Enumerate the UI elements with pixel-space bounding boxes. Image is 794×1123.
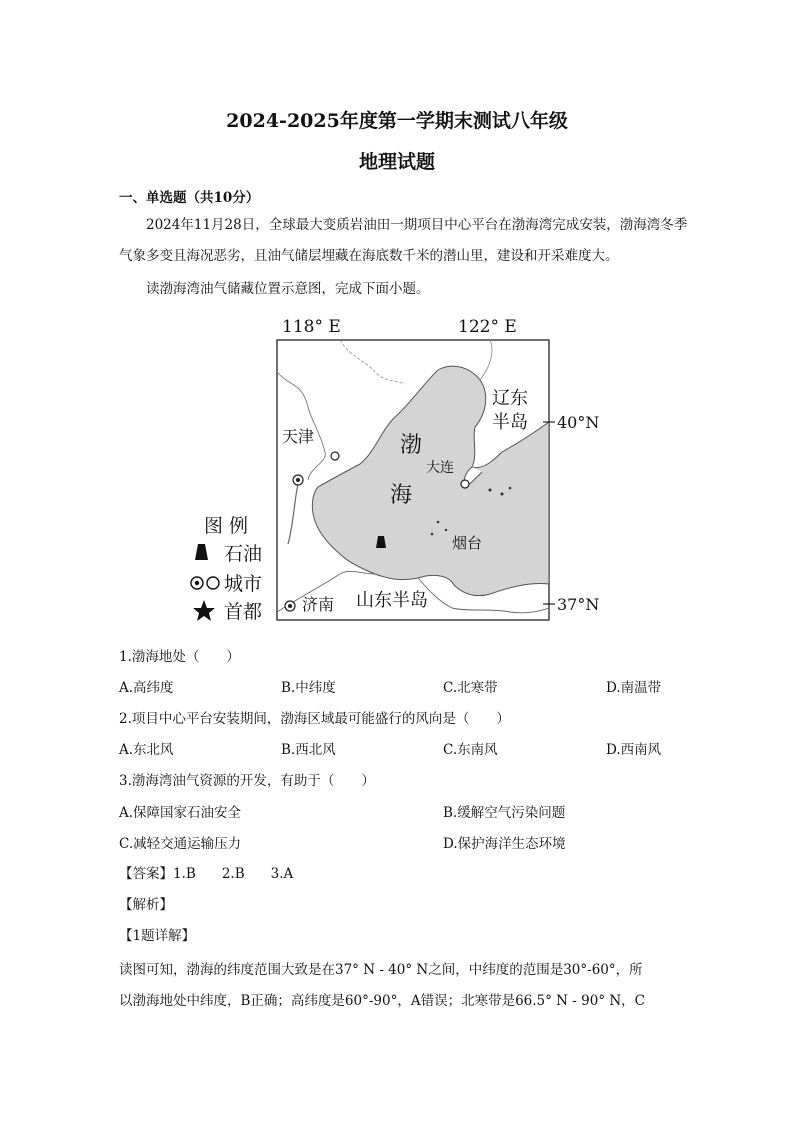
question-3-option-d[interactable]: D.保护海洋生态环境 bbox=[443, 836, 566, 852]
answer-item-3: 3.A bbox=[270, 866, 294, 882]
city-marker-dalian bbox=[461, 480, 469, 488]
question-3-stem: 3.渤海湾油气资源的开发，有助于（ ） bbox=[119, 773, 375, 789]
liaodong-label-2: 半岛 bbox=[492, 412, 528, 433]
question-2-stem: 2.项目中心平台安装期间，渤海区域最可能盛行的风向是（ ） bbox=[119, 711, 510, 727]
question-2-option-b[interactable]: B.西北风 bbox=[281, 742, 336, 758]
page-subtitle: 地理试题 bbox=[358, 151, 435, 173]
island bbox=[431, 533, 434, 536]
analysis-line-2: 以渤海地处中纬度，B正确；高纬度是60°-90°，A错误；北寒带是66.5° N - 90° N，C bbox=[119, 993, 646, 1009]
liaodong-label-1: 辽东 bbox=[492, 388, 528, 409]
question-2-option-c[interactable]: C.东南风 bbox=[443, 742, 498, 758]
analysis-line-1: 读图可知，渤海的纬度范围大致是在37° N - 40° N之间，中纬度的范围是30°-60°，所 bbox=[119, 962, 643, 978]
question-1-option-c[interactable]: C.北寒带 bbox=[443, 680, 498, 696]
city-marker-jinan-dot bbox=[288, 604, 292, 608]
question-1-option-d[interactable]: D.南温带 bbox=[606, 680, 662, 696]
question-3-option-b[interactable]: B.缓解空气污染问题 bbox=[443, 805, 566, 821]
question-3-option-a[interactable]: A.保障国家石油安全 bbox=[119, 805, 242, 821]
sea-label-1: 渤 bbox=[400, 433, 423, 458]
city-marker-tianjin-dot bbox=[296, 478, 300, 482]
question-1-option-a[interactable]: A.高纬度 bbox=[119, 680, 174, 696]
lon-label-118: 118° E bbox=[282, 317, 341, 337]
city-label-yantai: 烟台 bbox=[452, 534, 483, 552]
legend-city-label: 城市 bbox=[224, 573, 263, 595]
island bbox=[489, 489, 492, 492]
answer-item-2: 2.B bbox=[221, 866, 245, 882]
island bbox=[509, 487, 512, 490]
intro-paragraph: 2024年11月28日，全球最大变质岩油田一期项目中心平台在渤海湾完成安装，渤海湾冬季气象多变且海况恶劣，且油气储层埋藏在海底数千米的潜山里，建设和开采难度大。 bbox=[119, 217, 688, 264]
legend-capital-icon bbox=[193, 600, 215, 621]
island bbox=[501, 493, 504, 496]
question-3-option-c[interactable]: C.减轻交通运输压力 bbox=[119, 836, 242, 852]
question-1-option-b[interactable]: B.中纬度 bbox=[281, 680, 336, 696]
city-label-dalian: 大连 bbox=[426, 460, 454, 476]
legend-capital-label: 首都 bbox=[224, 601, 263, 623]
question-2-option-d[interactable]: D.西南风 bbox=[606, 742, 662, 758]
legend-title: 图 例 bbox=[204, 515, 249, 537]
sea-label-2: 海 bbox=[390, 483, 413, 508]
analysis-label: 【解析】 bbox=[119, 897, 173, 913]
lon-label-122: 122° E bbox=[458, 317, 517, 337]
answer-item-1: 1.B bbox=[173, 866, 196, 882]
question-1-stem: 1.渤海地处（ ） bbox=[119, 649, 240, 665]
lat-label-37: 37°N bbox=[557, 595, 600, 614]
island bbox=[437, 521, 440, 524]
answer-label: 【答案】 bbox=[119, 866, 173, 882]
intro-instruction: 读渤海湾油气储藏位置示意图，完成下面小题。 bbox=[146, 281, 430, 297]
bohai-map bbox=[190, 312, 610, 628]
city-marker-plain bbox=[331, 452, 339, 460]
legend-city-icon-2 bbox=[207, 577, 219, 589]
legend-oil-label: 石油 bbox=[224, 543, 263, 565]
answer-line bbox=[119, 862, 293, 882]
city-label-tianjin: 天津 bbox=[282, 427, 315, 446]
shandong-label: 山东半岛 bbox=[356, 590, 428, 611]
page-title: 2024-2025年度第一学期末测试八年级 bbox=[226, 110, 568, 132]
analysis-sub-label: 【1题详解】 bbox=[119, 928, 196, 944]
legend-oil-icon bbox=[195, 544, 208, 560]
question-2-option-a[interactable]: A.东北风 bbox=[119, 742, 174, 758]
section-heading: 一、单选题（共10分） bbox=[119, 190, 260, 206]
island bbox=[445, 529, 447, 531]
lat-label-40: 40°N bbox=[557, 413, 600, 432]
legend-city-icon-1-dot bbox=[195, 581, 199, 585]
city-label-jinan: 济南 bbox=[302, 595, 335, 614]
